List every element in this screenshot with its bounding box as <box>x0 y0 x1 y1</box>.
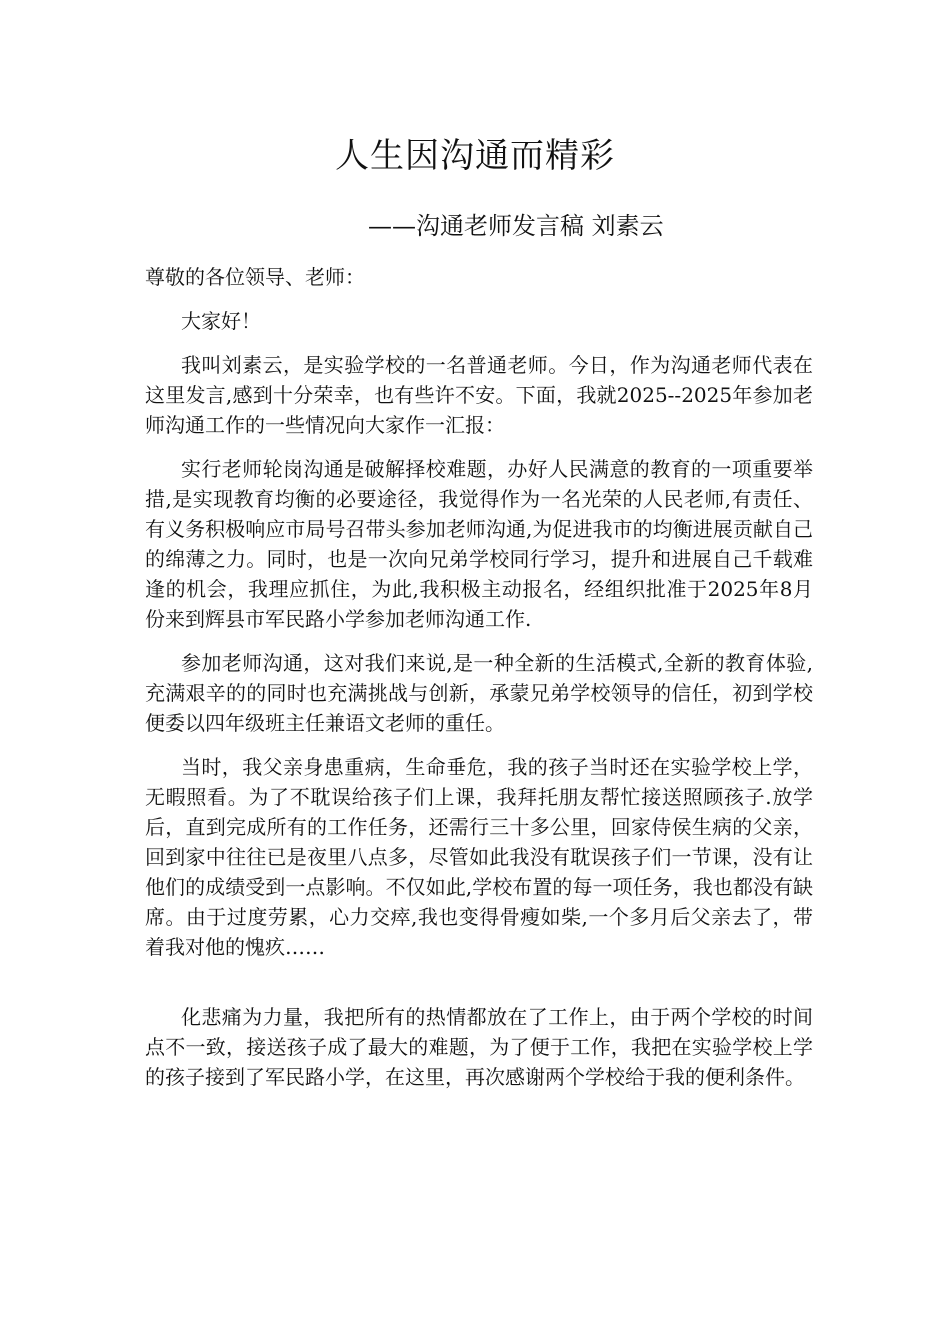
document-body <box>145 262 813 1106</box>
paragraph-introduction: 我叫刘素云，是实验学校的一名普通老师。今日，作为沟通老师代表在这里发言,感到十分荣幸，也有些许不安。下面，我就2025--2025年参加老师沟通工作的一些情况向大家作一汇报： <box>145 353 813 437</box>
document-title: 人生因沟通而精彩 <box>335 136 615 176</box>
paragraph-greeting: 大家好！ <box>181 309 261 333</box>
paragraph-dedication: 化悲痛为力量，我把所有的热情都放在了工作上，由于两个学校的时间点不一致，接送孩子成了最大的难题，为了便于工作，我把在实验学校上学的孩子接到了军民路小学，在这里，再次感谢两个学校给于我的便利条件。 <box>145 1005 813 1089</box>
paragraph-father-illness: 当时，我父亲身患重病，生命垂危，我的孩子当时还在实验学校上学，无暇照看。为了不耽误给孩子们上课，我拜托朋友帮忙接送照顾孩子.放学后，直到完成所有的工作任务，还需行三十多公里，回家侍侯生病的父亲，回到家中往往已是夜里八点多，尽管如此我没有耽误孩子们一节课，没有让他们的成绩受到一点影响。不仅如此,学校布置的每一项任务，我也都没有缺席。由于过度劳累，心力交瘁,我也变得骨瘦如柴,一个多月后父亲去了，带着我对他的愧疚…… <box>145 755 813 959</box>
paragraph-new-experience: 参加老师沟通，这对我们来说,是一种全新的生活模式,全新的教育体验,充满艰辛的的同时也充满挑战与创新，承蒙兄弟学校领导的信任，初到学校便委以四年级班主任兼语文老师的重任。 <box>145 651 813 735</box>
paragraph-motivation: 实行老师轮岗沟通是破解择校难题，办好人民满意的教育的一项重要举措,是实现教育均衡的必要途径，我觉得作为一名光荣的人民老师,有责任、有义务积极响应市局号召带头参加老师沟通,为促进我市的均衡进展贡献自己的绵薄之力。同时，也是一次向兄弟学校同行学习，提升和进展自己千载难逢的机会，我理应抓住，为此,我积极主动报名，经组织批准于2025年8月份来到辉县市军民路小学参加老师沟通工作. <box>145 457 813 631</box>
document-subtitle: ——沟通老师发言稿 刘素云 <box>368 212 664 240</box>
salutation: 尊敬的各位领导、老师： <box>145 265 365 289</box>
